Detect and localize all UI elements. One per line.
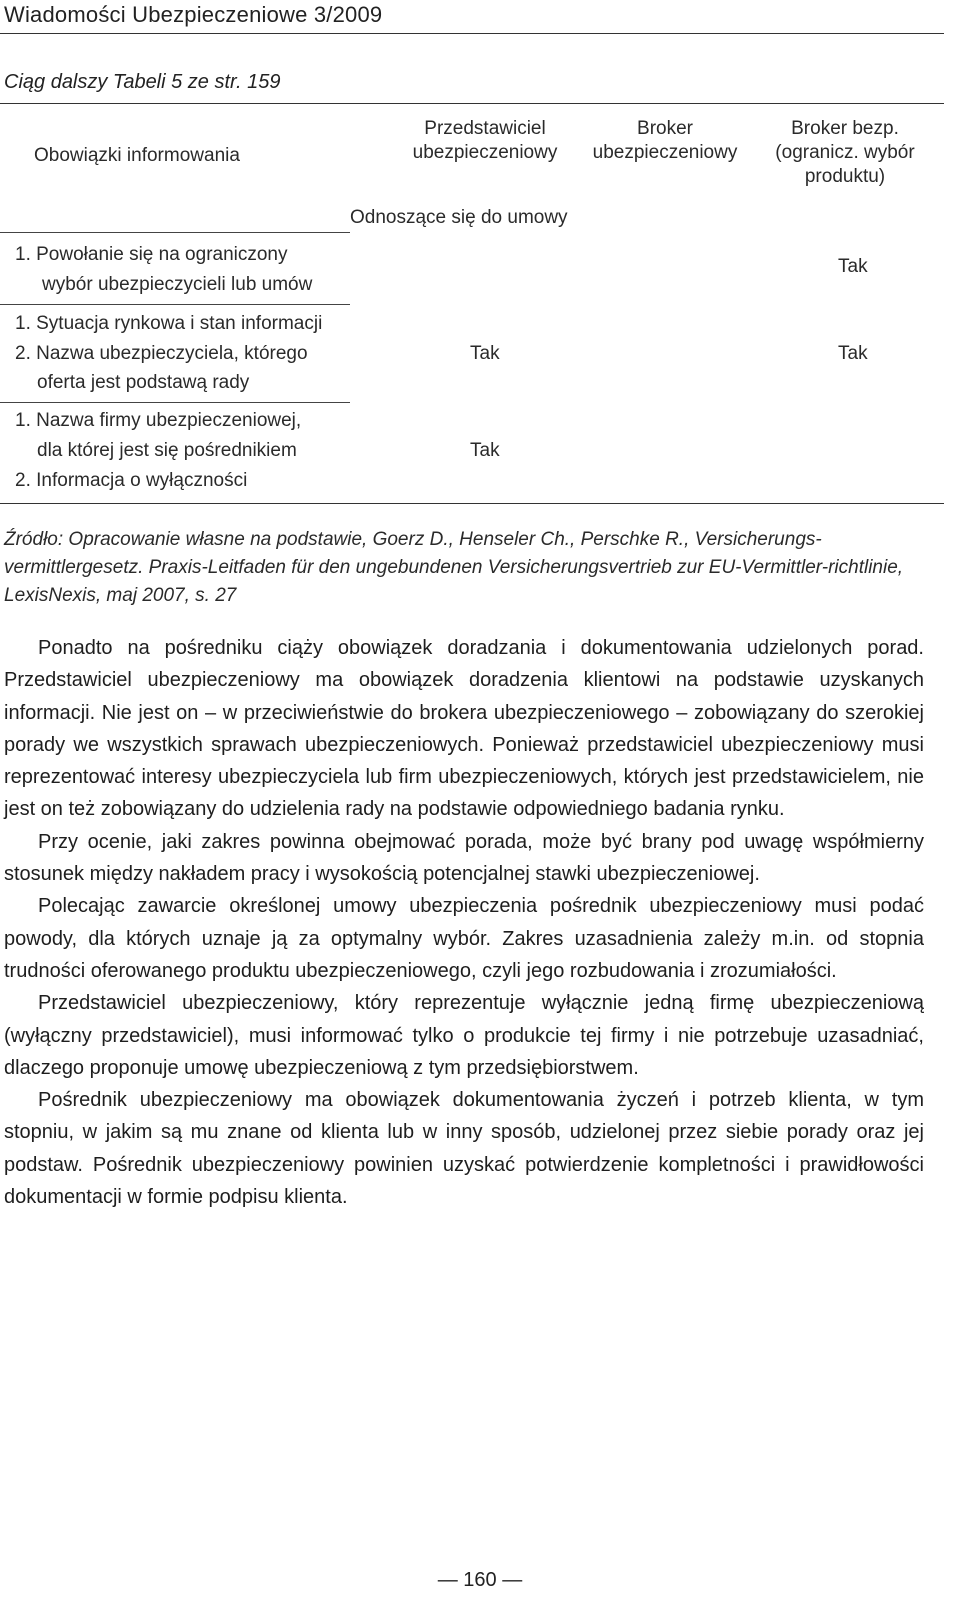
table-source-note: Źródło: Opracowanie własne na podstawie, Goerz D., Henseler Ch., Perschke R., Versicherungs-vermittlergesetz. Praxis-Leitfaden für den ungebundenen Versicherungsvertrieb zur EU-Vermittler-richtlinie, LexisNexis, maj 2007, s. 27 [4,529,904,606]
table-section-label: Odnoszące się do umowy [350,207,568,228]
body-paragraph: Przedstawiciel ubezpieczeniowy, który reprezentuje wyłącznie jedną firmę ubezpieczeniową (wyłączny przedstawiciel), musi informować tylko o produkcie tej firmy i nie potrzebuje uzasadniać, dlaczego proponuje umowę ubezpieczeniową z tym przedsiębiorstwem. [4,992,924,1079]
header-divider [0,33,944,34]
row-divider [0,304,350,305]
table-row-3-agent-value: Tak [470,440,500,461]
body-paragraph: Ponadto na pośredniku ciąży obowiązek doradzania i dokumentowania udzielonych porad. Przedstawiciel ubezpieczeniowy ma obowiązek doradzenia klientowi na podstawie uzyskanych informacji. Nie jest on – w przeciwieństwie do brokera ubezpieczeniowego – zobowiązany do szerokiej porady we wszystkich sprawach ubezpieczeniowych. Ponieważ przedstawiciel ubezpieczeniowy musi reprezentować interesy ubezpieczyciela lub firm ubezpieczeniowych, których jest przedstawicielem, nie jest on też zobowiązany do udzielenia rady na podstawie odpowiedniego badania rynku. [4,637,924,821]
column-header-limited-broker-line3: produktu) [804,166,886,187]
body-paragraph: Pośrednik ubezpieczeniowy ma obowiązek dokumentowania życzeń i potrzeb klienta, w tym stopniu, w jakim są mu znane od klienta lub w inny sposób, udzielonej przez siebie porady oraz jej podstaw. Pośrednik ubezpieczeniowy powinien uzyskać potwierdzenie kompletności i prawidłowości dokumentacji w formie podpisu klienta. [4,1089,924,1209]
row-divider [0,232,350,233]
row-divider [0,402,350,403]
column-header-broker-line2: ubezpieczeniowy [592,142,738,163]
table-row-2-agent-value: Tak [470,343,500,364]
column-header-broker [575,117,755,165]
body-paragraph: Polecając zawarcie określonej umowy ubezpieczenia pośrednik ubezpieczeniowy musi podać powody, dla których uznaje ją za optymalny wybór. Zakres uzasadnienia zależy m.in. od stopnia trudności oferowanego produktu ubezpieczeniowego, czyli jego rozbudowania i zrozumiałości. [4,895,924,982]
table-row-2-limited-broker-value: Tak [838,343,868,364]
column-header-agent-line2: ubezpieczeniowy [412,142,558,163]
article-body [4,632,924,1213]
column-header-broker-line1: Broker [637,118,693,139]
table-row-1-limited-broker-value: Tak [838,256,868,277]
table-row-1-line-2: wybór ubezpieczycieli lub umów [42,274,313,295]
column-header-obligations: Obowiązki informowania [34,145,240,166]
table-row-1-line-1: 1. Powołanie się na ograniczony [15,244,288,265]
body-paragraph: Przy ocenie, jaki zakres powinna obejmować porada, może być brany pod uwagę współmierny stosunek między nakładem pracy i wysokością potencjalnej stawki ubezpieczeniowej. [4,830,924,886]
table-row-3-line-3: 2. Informacja o wyłączności [15,470,248,491]
column-header-agent [385,117,585,165]
column-header-limited-broker-line2: (ogranicz. wybór [775,142,915,163]
table-top-rule [0,103,944,104]
table-row-3-line-1: 1. Nazwa firmy ubezpieczeniowej, [15,410,302,431]
table-row-2-line-1: 1. Sytuacja rynkowa i stan informacji [15,313,323,334]
column-header-limited-broker-line1: Broker bezp. [791,118,899,139]
table-continuation-note: Ciąg dalszy Tabeli 5 ze str. 159 [4,71,281,93]
column-header-limited-broker [750,117,940,189]
journal-header-title: Wiadomości Ubezpieczeniowe 3/2009 [4,2,383,27]
column-header-agent-line1: Przedstawiciel [424,118,546,139]
table-row-3-line-2: dla której jest się pośrednikiem [37,440,297,461]
table-bottom-rule [0,503,944,504]
table-row-2-line-3: oferta jest podstawą rady [37,372,250,393]
page-number: — 160 — [437,1569,523,1591]
table-row-2-line-2: 2. Nazwa ubezpieczyciela, którego [15,343,308,364]
